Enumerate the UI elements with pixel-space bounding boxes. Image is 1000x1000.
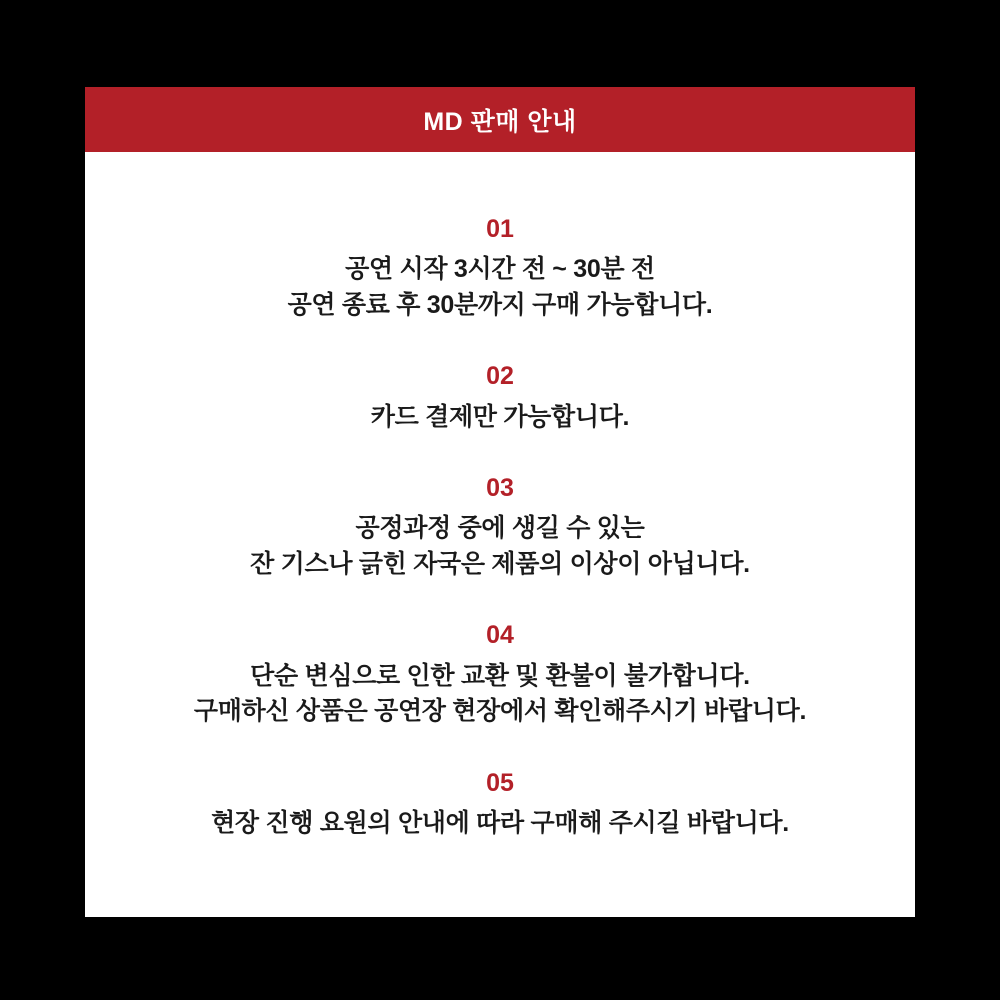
notice-item	[115, 768, 885, 842]
notice-text-line: 공정과정 중에 생길 수 있는	[355, 514, 645, 543]
notice-item	[115, 473, 885, 582]
notice-text-line: 공연 종료 후 30분까지 구매 가능합니다.	[287, 290, 713, 319]
notice-item	[115, 620, 885, 729]
notice-number: 02	[486, 362, 514, 391]
notice-text-line: 공연 시작 3시간 전 ~ 30분 전	[345, 255, 655, 284]
notice-text-line: 구매하신 상품은 공연장 현장에서 확인해주시기 바랍니다.	[193, 697, 807, 725]
notice-item	[115, 361, 885, 435]
notice-list	[85, 152, 915, 917]
notice-text-line: 카드 결제만 가능합니다.	[370, 402, 630, 431]
poster-header	[85, 87, 915, 152]
notice-text-line: 단순 변심으로 인한 교환 및 환불이 불가합니다.	[250, 661, 750, 690]
notice-number: 01	[486, 215, 514, 243]
notice-text-line: 현장 진행 요원의 안내에 따라 구매해 주시길 바랍니다.	[211, 808, 789, 837]
notice-item	[115, 214, 885, 323]
notice-number: 05	[486, 768, 514, 797]
md-sales-notice-poster	[85, 87, 915, 917]
notice-number: 04	[486, 621, 514, 650]
notice-number: 03	[486, 474, 514, 502]
page-title: MD 판매 안내	[423, 107, 577, 136]
notice-text-line: 잔 기스나 긁힌 자국은 제품의 이상이 아닙니다.	[250, 549, 750, 578]
